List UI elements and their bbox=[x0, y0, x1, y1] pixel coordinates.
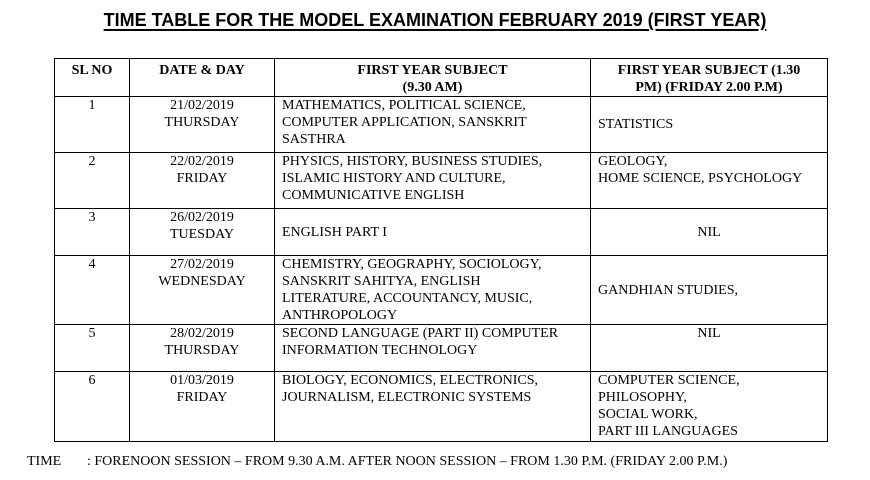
date-text: 27/02/2019 bbox=[170, 257, 234, 272]
timetable bbox=[54, 58, 828, 442]
day-text: TUESDAY bbox=[169, 227, 235, 242]
table-row bbox=[55, 256, 828, 325]
day-text: FRIDAY bbox=[176, 390, 228, 405]
session-timing-text: : FORENOON SESSION – FROM 9.30 A.M. AFTER NOON SESSION – FROM 1.30 P.M. (FRIDAY 2.00 P.M.) bbox=[87, 454, 728, 469]
document-title-text: TIME TABLE FOR THE MODEL EXAMINATION FEBRUARY 2019 (FIRST YEAR) bbox=[103, 10, 767, 30]
sl-cell: 5 bbox=[55, 325, 130, 372]
date-text: 28/02/2019 bbox=[170, 326, 234, 341]
table-row bbox=[55, 372, 828, 442]
time-label: TIME bbox=[27, 454, 62, 469]
session-timing-note bbox=[27, 453, 727, 471]
day-text: THURSDAY bbox=[164, 115, 240, 130]
document-title bbox=[0, 8, 870, 32]
subject-am-cell: ENGLISH PART I bbox=[275, 209, 591, 256]
header-subject-am: FIRST YEAR SUBJECT (9.30 AM) bbox=[275, 59, 591, 97]
day-text: WEDNESDAY bbox=[158, 274, 246, 289]
subject-pm-cell: STATISTICS bbox=[591, 97, 828, 153]
timetable-body bbox=[55, 97, 828, 442]
day-text: FRIDAY bbox=[176, 171, 228, 186]
header-subject-pm: FIRST YEAR SUBJECT (1.30 PM) (FRIDAY 2.00 P.M) bbox=[591, 59, 828, 97]
table-row bbox=[55, 209, 828, 256]
subject-am-cell: CHEMISTRY, GEOGRAPHY, SOCIOLOGY, SANSKRIT SAHITYA, ENGLISH LITERATURE, ACCOUNTANCY, MUSIC, ANTHROPOLOGY bbox=[275, 256, 591, 325]
date-text: 21/02/2019 bbox=[170, 98, 234, 113]
day-text: THURSDAY bbox=[164, 343, 240, 358]
sl-cell: 1 bbox=[55, 97, 130, 153]
subject-pm-cell: NIL bbox=[591, 325, 828, 372]
subject-am-cell: BIOLOGY, ECONOMICS, ELECTRONICS, JOURNALISM, ELECTRONIC SYSTEMS bbox=[275, 372, 591, 442]
date-day-cell bbox=[130, 153, 275, 209]
table-row bbox=[55, 153, 828, 209]
subject-pm-cell: NIL bbox=[591, 209, 828, 256]
header-date-day: DATE & DAY bbox=[130, 59, 275, 97]
timetable-header bbox=[55, 59, 828, 97]
date-day-cell bbox=[130, 209, 275, 256]
table-row bbox=[55, 97, 828, 153]
date-text: 01/03/2019 bbox=[170, 373, 234, 388]
header-row bbox=[55, 59, 828, 97]
date-day-cell bbox=[130, 256, 275, 325]
date-text: 26/02/2019 bbox=[170, 210, 234, 225]
date-day-cell bbox=[130, 97, 275, 153]
subject-pm-cell: GANDHIAN STUDIES, bbox=[591, 256, 828, 325]
sl-cell: 4 bbox=[55, 256, 130, 325]
date-day-cell bbox=[130, 372, 275, 442]
date-day-cell bbox=[130, 325, 275, 372]
subject-am-cell: SECOND LANGUAGE (PART II) COMPUTER INFORMATION TECHNOLOGY bbox=[275, 325, 591, 372]
subject-am-cell: PHYSICS, HISTORY, BUSINESS STUDIES, ISLAMIC HISTORY AND CULTURE, COMMUNICATIVE ENGLISH bbox=[275, 153, 591, 209]
sl-cell: 6 bbox=[55, 372, 130, 442]
sl-cell: 3 bbox=[55, 209, 130, 256]
subject-pm-cell: COMPUTER SCIENCE, PHILOSOPHY, SOCIAL WORK, PART III LANGUAGES bbox=[591, 372, 828, 442]
subject-pm-cell: GEOLOGY, HOME SCIENCE, PSYCHOLOGY bbox=[591, 153, 828, 209]
sl-cell: 2 bbox=[55, 153, 130, 209]
table-row bbox=[55, 325, 828, 372]
date-text: 22/02/2019 bbox=[170, 154, 234, 169]
subject-am-cell: MATHEMATICS, POLITICAL SCIENCE, COMPUTER APPLICATION, SANSKRIT SASTHRA bbox=[275, 97, 591, 153]
header-sl-no: SL NO bbox=[55, 59, 130, 97]
